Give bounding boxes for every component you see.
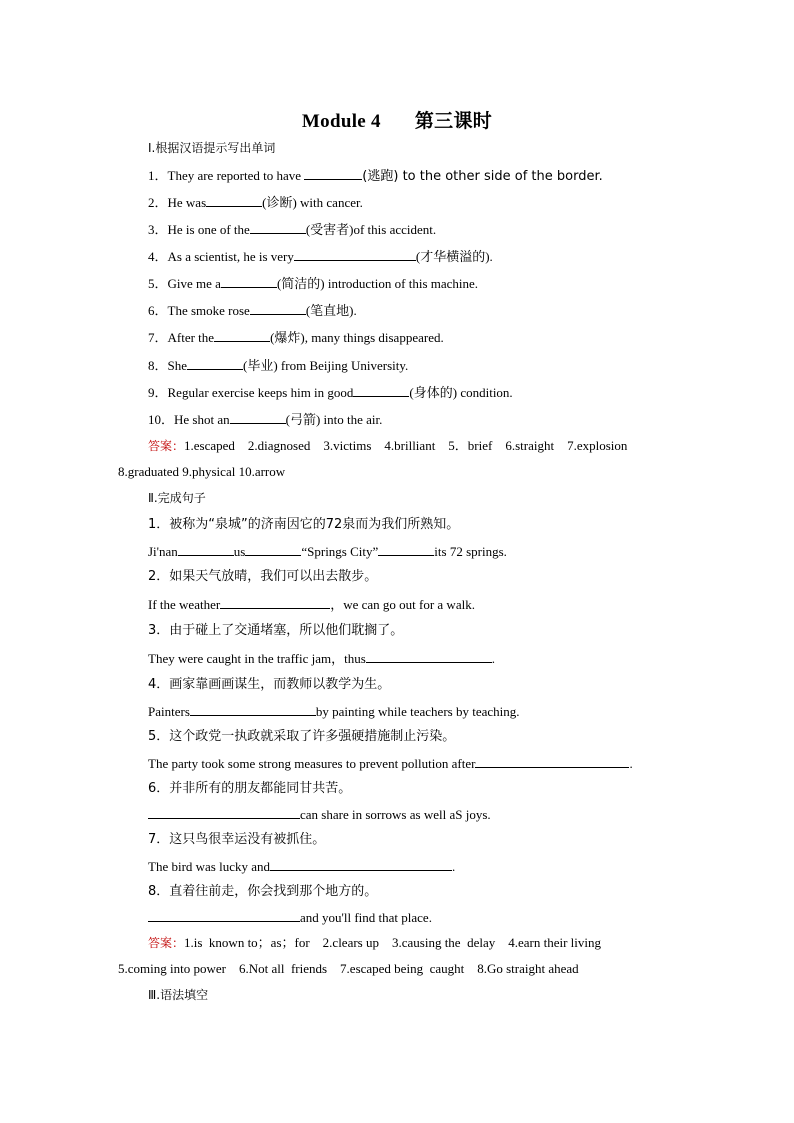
s2-item-8-en: and you'll find that place.: [148, 909, 432, 926]
answer-blank[interactable]: [270, 858, 452, 871]
s2-item-7-en: The bird was lucky and .: [148, 859, 456, 874]
answer-blank[interactable]: [294, 248, 416, 261]
s2-item-2-cn: 2．如果天气放晴，我们可以出去散步。: [148, 569, 378, 584]
s2-answer-line-1: 答案：1.is known to；as；for 2.clears up 3.causing the delay 4.earn their living: [148, 935, 602, 950]
answer-blank[interactable]: [221, 275, 277, 288]
s2-item-4-cn: 4．画家靠画画谋生，而教师以教学为生。: [148, 677, 391, 692]
s2-item-4-en: Painters by painting while teachers by teaching.: [148, 704, 520, 719]
s2-item-6-cn: 6．并非所有的朋友都能同甘共苦。: [148, 781, 352, 796]
s2-item-7-cn: 7．这只鸟很幸运没有被抓住。: [148, 832, 326, 847]
s1-answer-line-2: 8.graduated 9.physical 10.arrow: [118, 464, 286, 479]
s2-item-3-en: They were caught in the traffic jam，thus .: [148, 651, 496, 666]
answer-blank[interactable]: [250, 302, 306, 315]
answer-label: 答案：: [148, 936, 185, 950]
answer-blank[interactable]: [148, 909, 300, 922]
answer-blank[interactable]: [304, 167, 362, 180]
s1-item-10: 10．He shot an (弓箭) into the air.: [148, 412, 383, 427]
s1-item-7: 7．After the (爆炸), many things disappeared.: [148, 330, 444, 345]
title-lesson: 第三课时: [414, 111, 493, 132]
answer-blank[interactable]: [378, 543, 434, 556]
s2-item-8-cn: 8．直着往前走，你会找到那个地方的。: [148, 884, 378, 899]
s1-item-2: 2．He was (诊断) with cancer.: [148, 195, 363, 210]
s1-item-3: 3．He is one of the (受害者)of this accident.: [148, 222, 437, 237]
answer-blank[interactable]: [475, 755, 629, 768]
s2-item-3-cn: 3．由于碰上了交通堵塞，所以他们耽搁了。: [148, 623, 404, 638]
answer-blank[interactable]: [190, 703, 316, 716]
section-2-heading: Ⅱ.完成句子: [148, 491, 206, 505]
s1-item-5: 5．Give me a (简洁的) introduction of this machine.: [148, 276, 479, 291]
answer-blank[interactable]: [250, 221, 306, 234]
s1-item-6: 6．The smoke rose (笔直地).: [148, 303, 357, 318]
s1-item-9: 9．Regular exercise keeps him in good (身体的) condition.: [148, 385, 513, 400]
answer-blank[interactable]: [148, 806, 300, 819]
answer-blank[interactable]: [214, 329, 270, 342]
answer-blank[interactable]: [220, 596, 330, 609]
answer-blank[interactable]: [178, 543, 234, 556]
page-title: [0, 106, 794, 133]
s2-item-6-en: can share in sorrows as well aS joys.: [148, 806, 491, 823]
s1-answer-line-1: 答案：1.escaped 2.diagnosed 3.victims 4.brilliant 5．brief 6.straight 7.explosion: [148, 438, 628, 453]
answer-blank[interactable]: [206, 194, 262, 207]
title-module: Module 4: [301, 111, 381, 132]
s1-item-1: 1．They are reported to have (逃跑) to the other side of the border.: [148, 168, 603, 184]
s2-item-1-cn: 1．被称为“泉城”的济南因它的72泉而为我们所熟知。: [148, 517, 460, 532]
section-3-heading: Ⅲ.语法填空: [148, 988, 209, 1002]
answer-label: 答案：: [148, 439, 185, 453]
s2-item-5-cn: 5．这个政党一执政就采取了许多强硬措施制止污染。: [148, 729, 456, 744]
s1-item-4: 4．As a scientist, he is very (才华横溢的).: [148, 249, 493, 264]
answer-blank[interactable]: [366, 650, 492, 663]
s2-answer-line-2: 5.coming into power 6.Not all friends 7.escaped being caught 8.Go straight ahead: [118, 961, 579, 976]
answer-blank[interactable]: [187, 357, 243, 370]
s2-item-5-en: The party took some strong measures to prevent pollution after .: [148, 756, 633, 771]
answer-blank[interactable]: [353, 384, 409, 397]
section-1-heading: Ⅰ.根据汉语提示写出单词: [148, 141, 276, 155]
s2-item-2-en: If the weather ，we can go out for a walk.: [148, 597, 475, 612]
s2-item-1-en: Ji'nan us “Springs City” its 72 springs.: [148, 544, 507, 559]
answer-blank[interactable]: [230, 411, 286, 424]
s1-item-8: 8．She (毕业) from Beijing University.: [148, 358, 409, 373]
answer-blank[interactable]: [245, 543, 301, 556]
